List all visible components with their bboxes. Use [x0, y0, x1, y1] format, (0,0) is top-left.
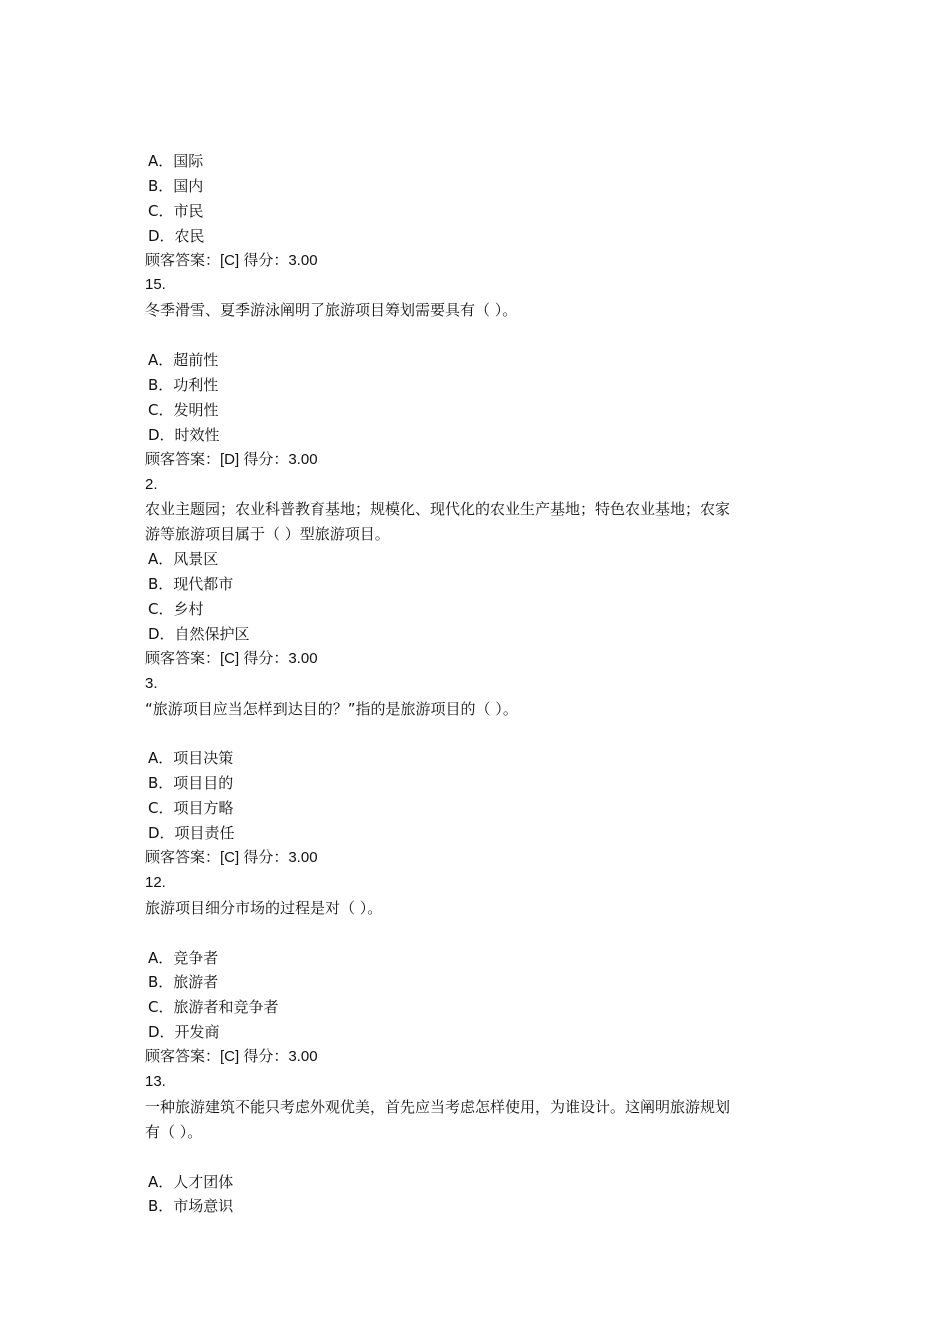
- answer-option: B．旅游者: [148, 973, 219, 992]
- question-number: 2.: [145, 475, 158, 493]
- question-number: 3.: [145, 674, 158, 692]
- answer-option: A．竞争者: [148, 948, 219, 967]
- question-number: 12.: [145, 873, 166, 891]
- customer-answer-score: 顾客答案：[C] 得分：3.00: [145, 649, 318, 667]
- document-page: [145, 149, 815, 1219]
- question-number: 15.: [145, 276, 166, 294]
- answer-option: A．项目决策: [148, 749, 234, 768]
- answer-option: C．乡村: [148, 600, 204, 619]
- answer-option: C．项目方略: [148, 799, 234, 818]
- answer-option: C．发明性: [148, 400, 219, 419]
- customer-answer-score: 顾客答案：[D] 得分：3.00: [145, 450, 318, 468]
- customer-answer-score: 顾客答案：[C] 得分：3.00: [145, 848, 318, 866]
- answer-option: D．自然保护区: [148, 624, 250, 643]
- question-text: 旅游项目细分市场的过程是对（ ）。: [145, 898, 383, 917]
- question-text: 农业主题园；农业科普教育基地；规模化、现代化的农业生产基地；特色农业基地；农家: [145, 500, 731, 519]
- question-text: “旅游项目应当怎样到达目的？”指的是旅游项目的（ ）。: [145, 699, 518, 718]
- question-text: 一种旅游建筑不能只考虑外观优美，首先应当考虑怎样使用，为谁设计。这阐明旅游规划: [145, 1097, 731, 1116]
- blank-line: [145, 921, 815, 946]
- question-text: 游等旅游项目属于（ ）型旅游项目。: [145, 525, 390, 544]
- customer-answer-score: 顾客答案：[C] 得分：3.00: [145, 1048, 318, 1066]
- answer-option: D．农民: [148, 226, 205, 245]
- answer-option: B．国内: [148, 176, 204, 195]
- customer-answer-score: 顾客答案：[C] 得分：3.00: [145, 251, 318, 269]
- answer-option: A．风景区: [148, 550, 219, 569]
- blank-line: [145, 323, 815, 348]
- answer-option: D．开发商: [148, 1023, 220, 1042]
- answer-option: A．人才团体: [148, 1172, 234, 1191]
- answer-option: B．项目目的: [148, 774, 234, 793]
- blank-line: [145, 721, 815, 746]
- answer-option: B．功利性: [148, 376, 219, 395]
- answer-option: C．市民: [148, 201, 204, 220]
- answer-option: D．时效性: [148, 425, 220, 444]
- question-text: 冬季滑雪、夏季游泳阐明了旅游项目筹划需要具有（ ）。: [145, 301, 518, 320]
- answer-option: C．旅游者和竞争者: [148, 998, 279, 1017]
- question-number: 13.: [145, 1072, 166, 1090]
- blank-line: [145, 1145, 815, 1170]
- question-text: 有（ ）。: [145, 1122, 203, 1141]
- answer-option: A．超前性: [148, 351, 219, 370]
- answer-option: B．现代都市: [148, 575, 234, 594]
- answer-option: B．市场意识: [148, 1197, 234, 1216]
- answer-option: A．国际: [148, 152, 204, 170]
- answer-option: D．项目责任: [148, 824, 235, 843]
